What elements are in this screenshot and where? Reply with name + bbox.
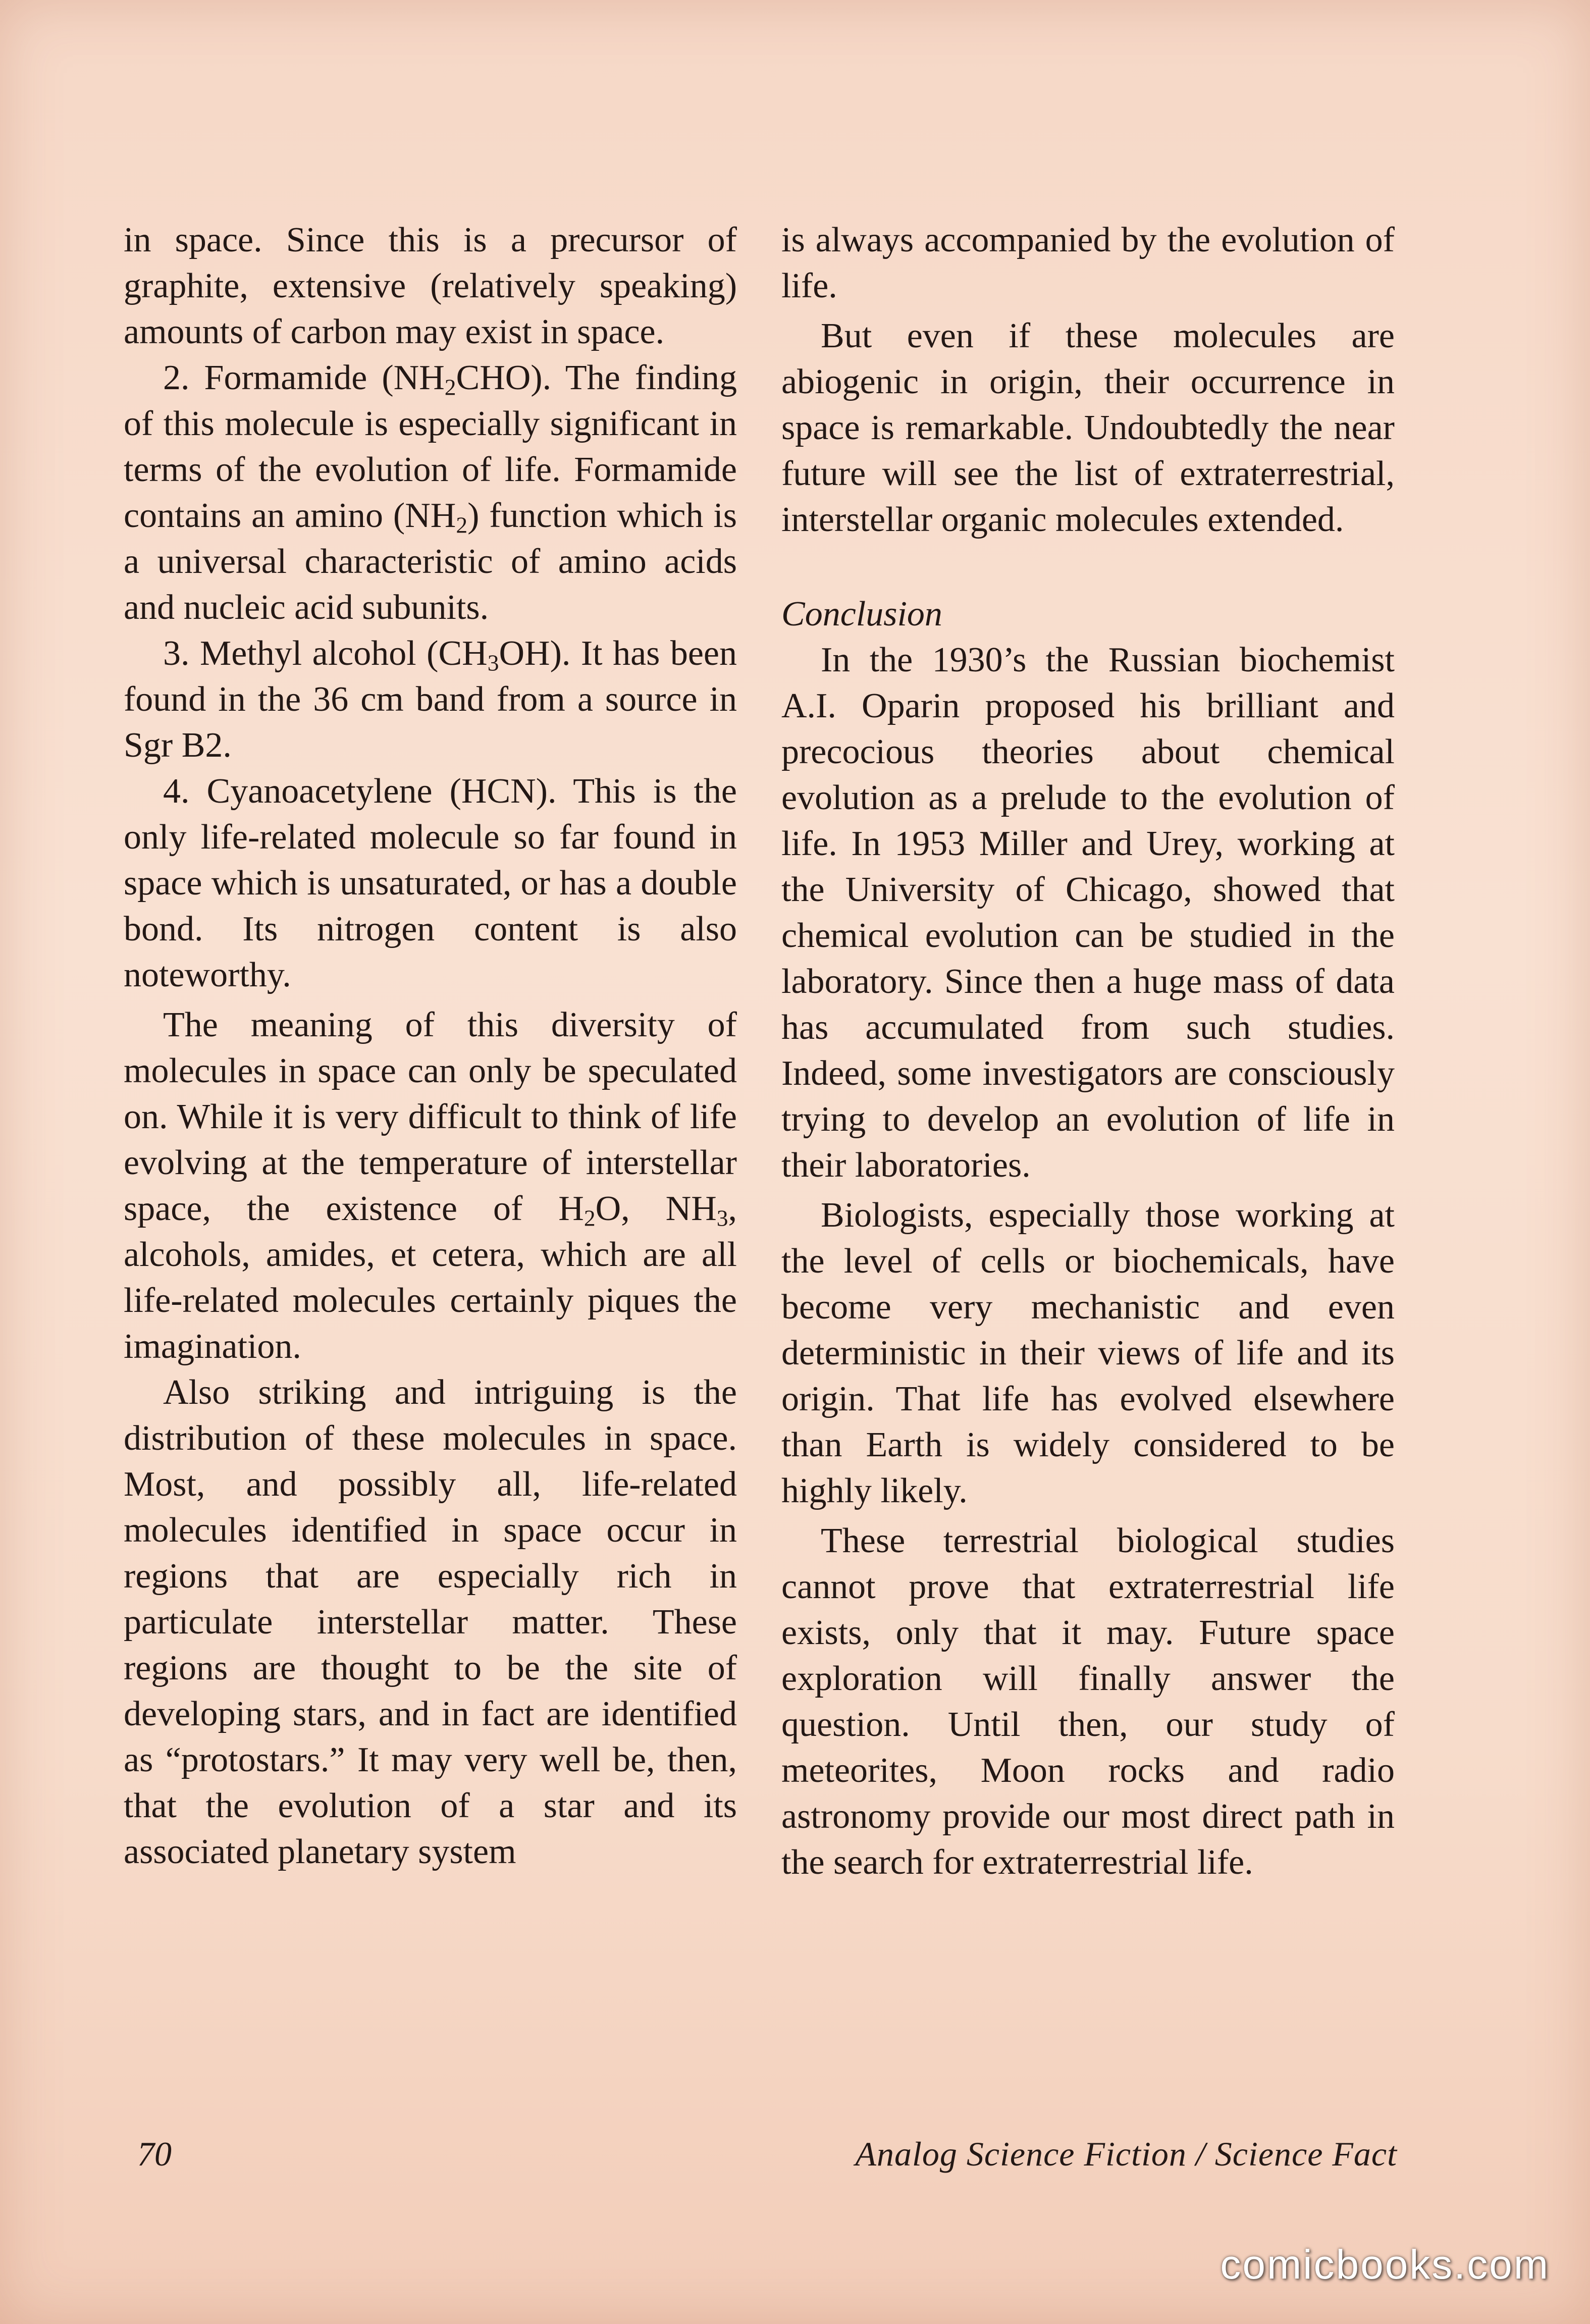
page-number: 70 — [137, 2135, 172, 2173]
paragraph: 2. Formamide $(NH_2CHO)$. The finding of this molecule is especially significant in terms of the evolution of life. Formamide contains an amino $(NH_2)$ function which is a universal characteristic of amino acids and nucleic acid subunits. — [124, 358, 737, 627]
paragraph: 4. Cyanoacetylene (HCN). This is the only life-related molecule so far found in space which is unsaturated, or has a double bond. Its nitrogen content is also noteworthy. — [124, 772, 737, 994]
paragraph: In the 1930’s the Russian biochemist A.I. Oparin proposed his brilliant and precocious theories about chemical evolution as a prelude to the evolution of life. In 1953 Miller and Urey, working at the University of Chicago, showed that chemical evolution can be studied in the laboratory. Since then a huge mass of data has accumulated from such studies. Indeed, some investigators are consciously trying to develop an evolution of life in their laboratories. — [781, 641, 1395, 1185]
running-title: Analog Science Fiction / Science Fact — [855, 2135, 1397, 2173]
section-heading: Conclusion — [781, 595, 942, 633]
paragraph: Biologists, especially those working at the level of cells or biochemicals, have become very mechanistic and even deterministic in their views of life and its origin. That life has evolved elsewhere than Earth is widely considered to be highly likely. — [781, 1196, 1395, 1510]
paragraph: But even if these molecules are abiogenic in origin, their occurrence in space is remarkable. Undoubtedly the near future will see the list of extraterrestrial, interstellar organic molecules extended. — [781, 316, 1395, 539]
paragraph: The meaning of this diversity of molecules in space can only be speculated on. While it is very difficult to think of life evolving at the temperature of interstellar space, the existence of $H_2O$, $NH_3$, alcohols, amides, et cetera, which are all life-related molecules certainly piques the imagination. — [124, 1006, 737, 1366]
paragraph: Also striking and intriguing is the distribution of these molecules in space. Most, and possibly all, life-related molecules identified in space occur in regions that are especially rich in particulate interstellar matter. These regions are thought to be the site of developing stars, and in fact are identified as “protostars.” It may very well be, then, that the evolution of a star and its associated planetary system — [124, 1373, 737, 1871]
paragraph: in space. Since this is a precursor of graphite, extensive (relatively speaking) amounts of carbon may exist in space. — [124, 221, 737, 351]
paragraph: These terrestrial biological studies cannot prove that extraterrestrial life exists, only that it may. Future space exploration will finally answer the question. Until then, our study of meteorites, Moon rocks and radio astronomy provide our most direct path in the search for extraterrestrial life. — [781, 1521, 1395, 1882]
right-column — [781, 217, 1395, 1885]
watermark: comicbooks.com — [1220, 2242, 1550, 2288]
paragraph: 3. Methyl alcohol $(CH_3OH)$. It has been found in the 36 cm band from a source in Sgr B2. — [124, 634, 737, 765]
left-column — [124, 217, 737, 1875]
paragraph: is always accompanied by the evolution of life. — [781, 221, 1395, 305]
